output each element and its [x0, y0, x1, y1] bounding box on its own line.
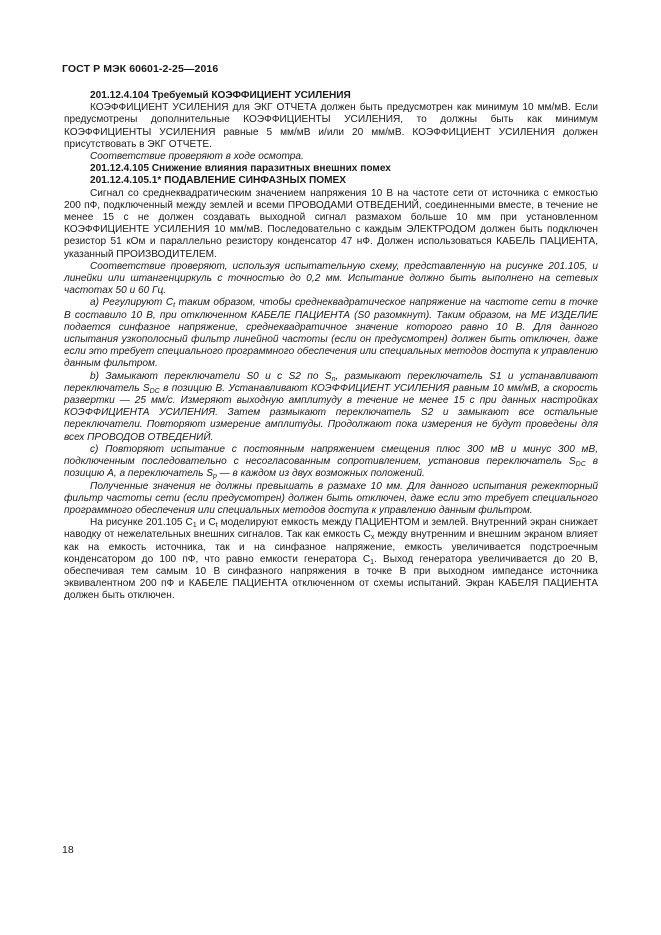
subscript: x [370, 534, 375, 542]
text-run: Полученные значения не должны превышать в размахе 10 мм. Для данного испытания режекторный фильтр частоты сети (если предусмотрен) должен быть отключен, даже если это требует специального программного обеспечения или специальных методов доступа к управлению данным фильтром. [64, 480, 598, 516]
document-body [64, 90, 598, 603]
subscript: t [173, 302, 176, 310]
subscript: t [215, 522, 218, 530]
section-heading: 201.12.4.104 Требуемый КОЭФФИЦИЕНТ УСИЛЕНИЯ [90, 90, 351, 101]
text-run: в позицию B. Устанавливают КОЭФФИЦИЕНТ УСИЛЕНИЯ равным 10 мм/мВ, а скорость развертки — 25 мм/с. Измеряют выходную амплитуду в течение не менее 15 с при данных настройках КОЭФФИЦИЕНТА УСИЛЕНИЯ. Затем размыкают переключатель S2 и замыкают все остальные переключатели. Повторяют измерение амплитуды. Продолжают пока измерения не будут проведены для всех ПРОВОДОВ ОТВЕДЕНИЙ. [64, 382, 598, 443]
subscript: 1 [192, 522, 197, 530]
compliance-paragraph [64, 151, 598, 163]
text-run: Соответствие проверяют в ходе осмотра. [90, 151, 304, 163]
compliance-paragraph [64, 261, 598, 298]
subscript: 1 [370, 558, 375, 566]
section-body [64, 188, 598, 603]
subscript: n [331, 375, 336, 383]
section-heading: 201.12.4.105.1* ПОДАВЛЕНИЕ СИНФАЗНЫХ ПОМЕХ [90, 175, 346, 187]
text-run: b) Замыкают переключатели S0 и с S2 по S [90, 370, 332, 382]
text-run: Соответствие проверяют, используя испытательную схему, представленную на рисунке 201.105, и линейки или штангенциркуль с точностью до 0,2 мм. Испытание должно быть выполнено на сетевых частотах 50 и 60 Гц. [64, 260, 598, 297]
section-heading: 201.12.4.105 Снижение влияния паразитных внешних помех [90, 163, 391, 175]
text-run: На рисунке 201.105 C [90, 517, 193, 529]
text-run: Сигнал со среднеквадратическим значением напряжения 10 В на частоте сети от источника с емкостью 200 пФ, подключенный между землей и всеми ПРОВОДАМИ ОТВЕДЕНИЙ, соединенными вместе, в течение не менее 15 с не должен создавать выходной сигнал размахом больше 10 мм при установленном КОЭФФИЦИЕНТЕ УСИЛЕНИЯ 10 мм/мВ. Последовательно с каждым ЭЛЕКТРОДОМ должен быть подключен резистор 51 кОм и параллельно резистору конденсатор 47 нФ. Должен использоваться КАБЕЛЬ ПАЦИЕНТА, указанный ПРОИЗВОДИТЕЛЕМ. [64, 187, 598, 260]
page-number: 18 [62, 844, 74, 856]
text-run: . Выход генератора увеличивается до 20 В, обеспечивая тем самым 10 В синфазного напряжения в точке В при выходном импедансе источника эквивалентном 200 пФ и КАБЕЛЕ ПАЦИЕНТА отключенном от схемы испытаний. Экран КАБЕЛЯ ПАЦИЕНТА должен быть отключен. [64, 553, 598, 602]
body-paragraph [64, 188, 598, 261]
text-run: — в каждом из двух возможных положений. [216, 468, 425, 480]
document-header: ГОСТ Р МЭК 60601-2-25—2016 [62, 63, 219, 75]
body-paragraph [64, 517, 598, 602]
compliance-paragraph [64, 481, 598, 518]
compliance-paragraph [64, 444, 598, 481]
compliance-paragraph [64, 297, 598, 370]
text-run: , размыкают переключатель S1 и устанавливают переключатель S [64, 370, 598, 394]
text-run: моделируют емкость между ПАЦИЕНТОМ и землей. Внутренний экран снижает наводку от нежелательных внешних сигналов. Так как емкость C [64, 517, 598, 541]
text-run: a) Регулируют C [90, 297, 174, 309]
subscript: p [212, 473, 217, 481]
compliance-paragraph [64, 371, 598, 444]
text-run: таким образом, чтобы среднеквадратическое напряжение на частоте сети в точке B составило 10 В, при отключенном КАБЕЛЕ ПАЦИЕНТА (S0 разомкнут). Таким образом, на МЕ ИЗДЕЛИЕ подается синфазное напряжение, среднеквадратичное значение которого равно 10 В. Для данного испытания узкополосный фильтр линейной частоты (если он предусмотрен) должен быть отключен, даже если это требует специального программного обеспечения или специальных методов доступа к управлению данным фильтром. [64, 297, 598, 370]
text-run: c) Повторяют испытание с постоянным напряжением смещения плюс 300 мВ и минус 300 мВ, подключенным последовательно с несогласованным сопротивлением, установив переключатель S [64, 443, 598, 468]
text-run: и C [196, 517, 216, 529]
body-paragraph [64, 102, 598, 151]
subscript: DC [575, 461, 586, 469]
text-run: между внутренним и внешним экраном влияет как на емкость источника, так и на синфазное напряжение, емкость увеличивается подстроечным конденсатором до 100 пФ, что равно емкости генератора C [64, 529, 598, 565]
text-run: в позицию A, а переключатель S [64, 456, 598, 480]
subscript: DC [149, 387, 160, 395]
text-run: КОЭФФИЦИЕНТ УСИЛЕНИЯ для ЭКГ ОТЧЕТА должен быть предусмотрен как минимум 10 мм/мВ. Если предусмотрены дополнительные КОЭФФИЦИЕНТЫ УСИЛЕНИЯ, то должны быть как минимум КОЭФФИЦИЕНТЫ УСИЛЕНИЯ равные 5 мм/мВ и/или 20 мм/мВ. КОЭФФИЦИЕНТ УСИЛЕНИЯ должен присутствовать в ЭКГ ОТЧЕТЕ. [64, 102, 598, 150]
section-body [64, 102, 598, 163]
